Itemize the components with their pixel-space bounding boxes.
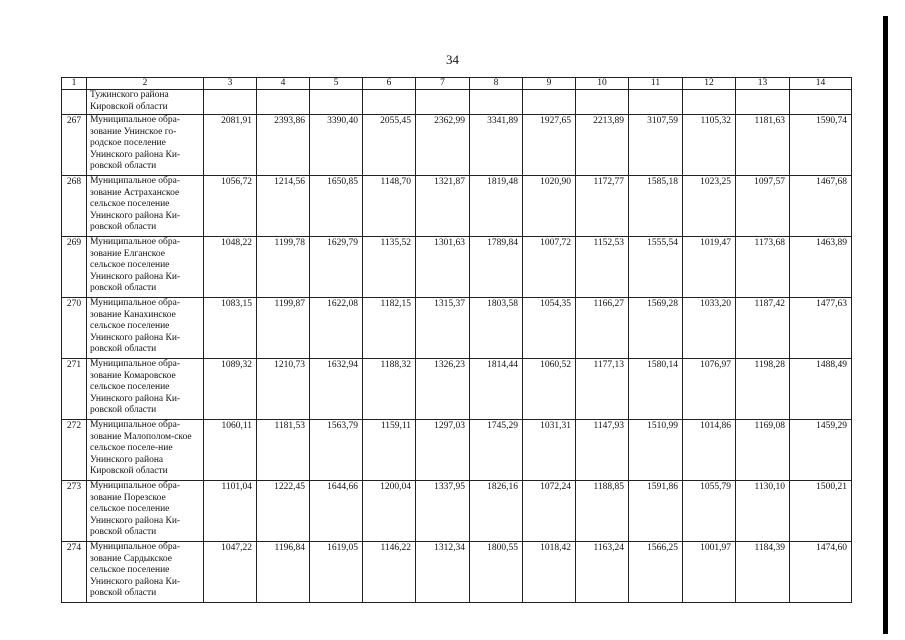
column-header: 13 bbox=[736, 78, 790, 90]
row-number: 271 bbox=[62, 359, 87, 420]
value-cell: 1147,93 bbox=[576, 420, 629, 481]
value-cell: 1054,35 bbox=[523, 298, 576, 359]
value-cell: 1591,86 bbox=[629, 481, 683, 542]
value-cell: 1569,28 bbox=[629, 298, 683, 359]
value-cell: 1927,65 bbox=[523, 115, 576, 176]
value-cell bbox=[257, 90, 310, 115]
value-cell: 1177,13 bbox=[576, 359, 629, 420]
value-cell bbox=[736, 90, 790, 115]
value-cell: 1819,48 bbox=[470, 176, 523, 237]
value-cell: 1182,15 bbox=[363, 298, 416, 359]
column-header: 7 bbox=[416, 78, 470, 90]
value-cell: 1159,11 bbox=[363, 420, 416, 481]
column-header: 3 bbox=[204, 78, 257, 90]
row-number: 267 bbox=[62, 115, 87, 176]
value-cell: 1210,73 bbox=[257, 359, 310, 420]
value-cell bbox=[204, 90, 257, 115]
value-cell: 1188,85 bbox=[576, 481, 629, 542]
row-number: 274 bbox=[62, 542, 87, 603]
column-header: 11 bbox=[629, 78, 683, 90]
table-row bbox=[62, 542, 852, 603]
value-cell: 1076,97 bbox=[683, 359, 736, 420]
data-table bbox=[61, 77, 852, 603]
value-cell: 1590,74 bbox=[790, 115, 852, 176]
value-cell bbox=[310, 90, 363, 115]
value-cell: 1803,58 bbox=[470, 298, 523, 359]
value-cell bbox=[576, 90, 629, 115]
value-cell: 1060,52 bbox=[523, 359, 576, 420]
value-cell: 1001,97 bbox=[683, 542, 736, 603]
value-cell: 1146,22 bbox=[363, 542, 416, 603]
value-cell: 1014,86 bbox=[683, 420, 736, 481]
value-cell: 1563,79 bbox=[310, 420, 363, 481]
value-cell: 1321,87 bbox=[416, 176, 470, 237]
municipality-name: Тужинского района Кировской области bbox=[87, 90, 204, 115]
value-cell: 1199,78 bbox=[257, 237, 310, 298]
value-cell: 1135,52 bbox=[363, 237, 416, 298]
value-cell: 1187,42 bbox=[736, 298, 790, 359]
value-cell: 1826,16 bbox=[470, 481, 523, 542]
value-cell: 1200,04 bbox=[363, 481, 416, 542]
value-cell: 1337,95 bbox=[416, 481, 470, 542]
value-cell: 1800,55 bbox=[470, 542, 523, 603]
value-cell: 1619,05 bbox=[310, 542, 363, 603]
value-cell: 1048,22 bbox=[204, 237, 257, 298]
value-cell: 1629,79 bbox=[310, 237, 363, 298]
value-cell: 2393,86 bbox=[257, 115, 310, 176]
value-cell: 1031,31 bbox=[523, 420, 576, 481]
value-cell: 1510,99 bbox=[629, 420, 683, 481]
value-cell: 1566,25 bbox=[629, 542, 683, 603]
value-cell: 1326,23 bbox=[416, 359, 470, 420]
value-cell: 1214,56 bbox=[257, 176, 310, 237]
value-cell: 1650,85 bbox=[310, 176, 363, 237]
value-cell: 1083,15 bbox=[204, 298, 257, 359]
value-cell: 1166,27 bbox=[576, 298, 629, 359]
table-row bbox=[62, 359, 852, 420]
value-cell: 1188,32 bbox=[363, 359, 416, 420]
column-header: 1 bbox=[62, 78, 87, 90]
value-cell: 1622,08 bbox=[310, 298, 363, 359]
value-cell: 1072,24 bbox=[523, 481, 576, 542]
municipality-name: Муниципальное обра-зование Елганское сельское поселение Унинского района Ки-ровской области bbox=[87, 237, 204, 298]
value-cell: 1632,94 bbox=[310, 359, 363, 420]
column-header: 9 bbox=[523, 78, 576, 90]
value-cell: 1019,47 bbox=[683, 237, 736, 298]
value-cell: 1789,84 bbox=[470, 237, 523, 298]
municipality-name: Муниципальное обра-зование Комаровское сельское поселение Унинского района Ки-ровской области bbox=[87, 359, 204, 420]
value-cell: 1580,14 bbox=[629, 359, 683, 420]
value-cell: 1169,08 bbox=[736, 420, 790, 481]
column-header: 10 bbox=[576, 78, 629, 90]
page-number: 34 bbox=[446, 52, 459, 67]
value-cell: 1184,39 bbox=[736, 542, 790, 603]
value-cell: 1007,72 bbox=[523, 237, 576, 298]
column-header: 5 bbox=[310, 78, 363, 90]
municipality-name: Муниципальное обра-зование Малополом-ское сельское поселе-ние Унинского района Кировской области bbox=[87, 420, 204, 481]
value-cell: 1477,63 bbox=[790, 298, 852, 359]
row-number: 269 bbox=[62, 237, 87, 298]
value-cell: 1745,29 bbox=[470, 420, 523, 481]
value-cell: 1463,89 bbox=[790, 237, 852, 298]
value-cell bbox=[416, 90, 470, 115]
value-cell: 1101,04 bbox=[204, 481, 257, 542]
value-cell: 1488,49 bbox=[790, 359, 852, 420]
value-cell: 1056,72 bbox=[204, 176, 257, 237]
value-cell: 1047,22 bbox=[204, 542, 257, 603]
table-row bbox=[62, 298, 852, 359]
value-cell: 1163,24 bbox=[576, 542, 629, 603]
row-number bbox=[62, 90, 87, 115]
row-number: 268 bbox=[62, 176, 87, 237]
value-cell: 1033,20 bbox=[683, 298, 736, 359]
value-cell: 1152,53 bbox=[576, 237, 629, 298]
table-body bbox=[62, 78, 852, 603]
row-number: 272 bbox=[62, 420, 87, 481]
value-cell: 1130,10 bbox=[736, 481, 790, 542]
value-cell: 1301,63 bbox=[416, 237, 470, 298]
value-cell: 1555,54 bbox=[629, 237, 683, 298]
value-cell: 1173,68 bbox=[736, 237, 790, 298]
municipality-name: Муниципальное обра-зование Сардыкское сельское поселение Унинского района Ки-ровской области bbox=[87, 542, 204, 603]
column-header: 4 bbox=[257, 78, 310, 90]
value-cell: 1459,29 bbox=[790, 420, 852, 481]
value-cell: 2213,89 bbox=[576, 115, 629, 176]
value-cell: 1814,44 bbox=[470, 359, 523, 420]
table-row bbox=[62, 176, 852, 237]
row-number: 270 bbox=[62, 298, 87, 359]
column-header: 6 bbox=[363, 78, 416, 90]
value-cell: 1474,60 bbox=[790, 542, 852, 603]
value-cell: 1023,25 bbox=[683, 176, 736, 237]
value-cell: 1097,57 bbox=[736, 176, 790, 237]
municipality-name: Муниципальное обра-зование Канахинское сельское поселение Унинского района Ки-ровской области bbox=[87, 298, 204, 359]
value-cell: 1467,68 bbox=[790, 176, 852, 237]
value-cell: 1181,53 bbox=[257, 420, 310, 481]
table-row bbox=[62, 481, 852, 542]
value-cell: 1644,66 bbox=[310, 481, 363, 542]
value-cell: 1198,28 bbox=[736, 359, 790, 420]
value-cell: 1312,34 bbox=[416, 542, 470, 603]
page-edge-bar bbox=[883, 16, 888, 634]
value-cell: 1297,03 bbox=[416, 420, 470, 481]
municipality-name: Муниципальное обра-зование Астраханское сельское поселение Унинского района Ки-ровской области bbox=[87, 176, 204, 237]
column-header: 2 bbox=[87, 78, 204, 90]
value-cell: 1148,70 bbox=[363, 176, 416, 237]
value-cell: 1018,42 bbox=[523, 542, 576, 603]
value-cell: 1585,18 bbox=[629, 176, 683, 237]
column-header: 8 bbox=[470, 78, 523, 90]
column-header: 12 bbox=[683, 78, 736, 90]
value-cell: 1199,87 bbox=[257, 298, 310, 359]
value-cell: 1196,84 bbox=[257, 542, 310, 603]
value-cell bbox=[629, 90, 683, 115]
value-cell bbox=[523, 90, 576, 115]
value-cell bbox=[683, 90, 736, 115]
table-row-continuation bbox=[62, 90, 852, 115]
value-cell bbox=[790, 90, 852, 115]
value-cell bbox=[363, 90, 416, 115]
value-cell: 3107,59 bbox=[629, 115, 683, 176]
value-cell: 2081,91 bbox=[204, 115, 257, 176]
value-cell: 1181,63 bbox=[736, 115, 790, 176]
value-cell: 3390,40 bbox=[310, 115, 363, 176]
table-row bbox=[62, 237, 852, 298]
value-cell: 1105,32 bbox=[683, 115, 736, 176]
column-header: 14 bbox=[790, 78, 852, 90]
value-cell: 1020,90 bbox=[523, 176, 576, 237]
value-cell: 1222,45 bbox=[257, 481, 310, 542]
value-cell: 1172,77 bbox=[576, 176, 629, 237]
value-cell: 1315,37 bbox=[416, 298, 470, 359]
row-number: 273 bbox=[62, 481, 87, 542]
table-header-row bbox=[62, 78, 852, 90]
value-cell: 2362,99 bbox=[416, 115, 470, 176]
value-cell: 1089,32 bbox=[204, 359, 257, 420]
table-row bbox=[62, 115, 852, 176]
municipality-name: Муниципальное обра-зование Порезское сельское поселение Унинского района Ки-ровской области bbox=[87, 481, 204, 542]
value-cell: 1060,11 bbox=[204, 420, 257, 481]
table-row bbox=[62, 420, 852, 481]
value-cell bbox=[470, 90, 523, 115]
municipality-name: Муниципальное обра-зование Унинское го-родское поселение Унинского района Ки-ровской области bbox=[87, 115, 204, 176]
value-cell: 1500,21 bbox=[790, 481, 852, 542]
value-cell: 2055,45 bbox=[363, 115, 416, 176]
value-cell: 1055,79 bbox=[683, 481, 736, 542]
value-cell: 3341,89 bbox=[470, 115, 523, 176]
